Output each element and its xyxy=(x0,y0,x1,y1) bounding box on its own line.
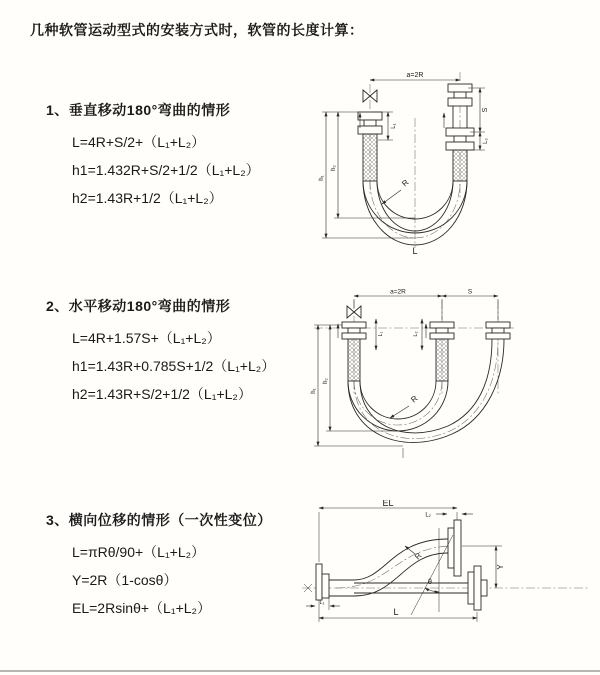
dim-label-offset: Y xyxy=(496,564,505,570)
dim-label-angle: θ xyxy=(428,579,432,586)
dim-movement-s xyxy=(468,88,489,150)
left-pipe-assembly xyxy=(342,322,366,381)
dim-label-fitting-right: L₂ xyxy=(413,331,419,337)
formula-h1: h1=1.43R+0.785S+1/2（L₁+L₂） xyxy=(72,358,276,374)
formula-offset: Y=2R（1-cosθ） xyxy=(72,572,178,588)
radius-leader xyxy=(390,394,420,418)
section-1-formulas xyxy=(72,128,326,212)
s-curve-hose xyxy=(354,539,448,596)
centerlines xyxy=(370,72,460,248)
dim-label-height-inner: h₂ xyxy=(331,165,337,171)
middle-pipe-assembly xyxy=(430,322,454,381)
left-pipe-assembly xyxy=(316,564,354,600)
dim-label-radius: R xyxy=(413,551,424,562)
formula-length: L=4R+S/2+（L₁+L₂） xyxy=(72,134,206,150)
section-vertical-movement xyxy=(46,100,326,212)
diagram-vertical-180-bend xyxy=(308,66,588,256)
section-3-heading: 3、横向位移的情形（一次性变位） xyxy=(46,512,272,528)
dim-label-fitting-left: L₁ xyxy=(378,331,384,337)
dim-fitting-right xyxy=(425,513,473,519)
section-lateral-displacement xyxy=(46,510,326,622)
dim-label-height-outer: h₁ xyxy=(319,175,325,181)
dim-label-fitting-left: L₁ xyxy=(319,600,325,606)
dim-fittings xyxy=(376,319,422,350)
section-horizontal-movement xyxy=(46,296,326,408)
section-2-formulas xyxy=(72,324,326,408)
formula-extended-length: EL=2Rsinθ+（L₁+L₂） xyxy=(72,600,211,616)
section-2-heading: 2、水平移动180°弯曲的情形 xyxy=(46,298,231,314)
right-pipe-assembly xyxy=(486,322,510,339)
page-title: 几种软管运动型式的安装方式时，软管的长度计算： xyxy=(30,22,364,38)
dim-label-fitting-left: L₁ xyxy=(391,123,397,129)
dim-label-movement: S xyxy=(482,107,489,113)
dim-length xyxy=(319,600,477,622)
dim-label-radius: R xyxy=(400,177,411,189)
dim-label-height-outer: h₁ xyxy=(311,388,317,394)
formula-h2: h2=1.43R+1/2（L₁+L₂） xyxy=(72,190,223,206)
braided-hose-section xyxy=(363,134,377,181)
radius-leader xyxy=(405,546,424,561)
dim-extended-length xyxy=(319,500,457,562)
formula-length: L=πRθ/90+（L₁+L₂） xyxy=(72,544,206,560)
dim-label-fitting-right: L₂ xyxy=(425,512,431,519)
dim-label-extended-length: EL xyxy=(382,500,394,508)
dim-label-length: L xyxy=(393,607,399,617)
braided-hose-section xyxy=(348,339,360,381)
displaced-flange-assembly xyxy=(448,520,461,576)
diagram-horizontal-180-bend xyxy=(302,286,592,461)
page-bottom-edge xyxy=(0,670,600,672)
dim-label-movement: S xyxy=(467,288,473,296)
dim-fitting-left xyxy=(306,598,340,610)
section-3-formulas xyxy=(72,538,326,622)
right-pipe-assembly xyxy=(446,84,474,181)
braided-hose-section xyxy=(453,150,467,181)
formula-h2: h2=1.43R+S/2+1/2（L₁+L₂） xyxy=(72,386,252,402)
dim-label-top-span: a=2R xyxy=(406,72,424,79)
diagram-lateral-displacement xyxy=(296,500,596,650)
formula-h1: h1=1.432R+S/2+1/2（L₁+L₂） xyxy=(72,162,260,178)
dim-label-top-span: a=2R xyxy=(390,288,406,296)
formula-length: L=4R+1.57S+（L₁+L₂） xyxy=(72,330,221,346)
section-1-heading: 1、垂直移动180°弯曲的情形 xyxy=(46,102,231,118)
dim-label-height-inner: h₂ xyxy=(323,378,329,384)
dim-label-length: L xyxy=(412,246,418,256)
radius-leader xyxy=(382,178,411,204)
dim-top-span xyxy=(370,72,460,80)
braided-hose-section xyxy=(436,339,448,381)
angle-construction xyxy=(411,528,453,615)
right-pipe-assembly xyxy=(468,566,487,610)
dim-label-fitting-right: L₂ xyxy=(483,138,489,144)
dim-top-span xyxy=(354,289,498,321)
dim-label-radius: R xyxy=(409,393,420,405)
u-bend-hose xyxy=(348,339,504,442)
left-pipe-assembly xyxy=(358,112,382,181)
centerlines xyxy=(314,300,514,439)
